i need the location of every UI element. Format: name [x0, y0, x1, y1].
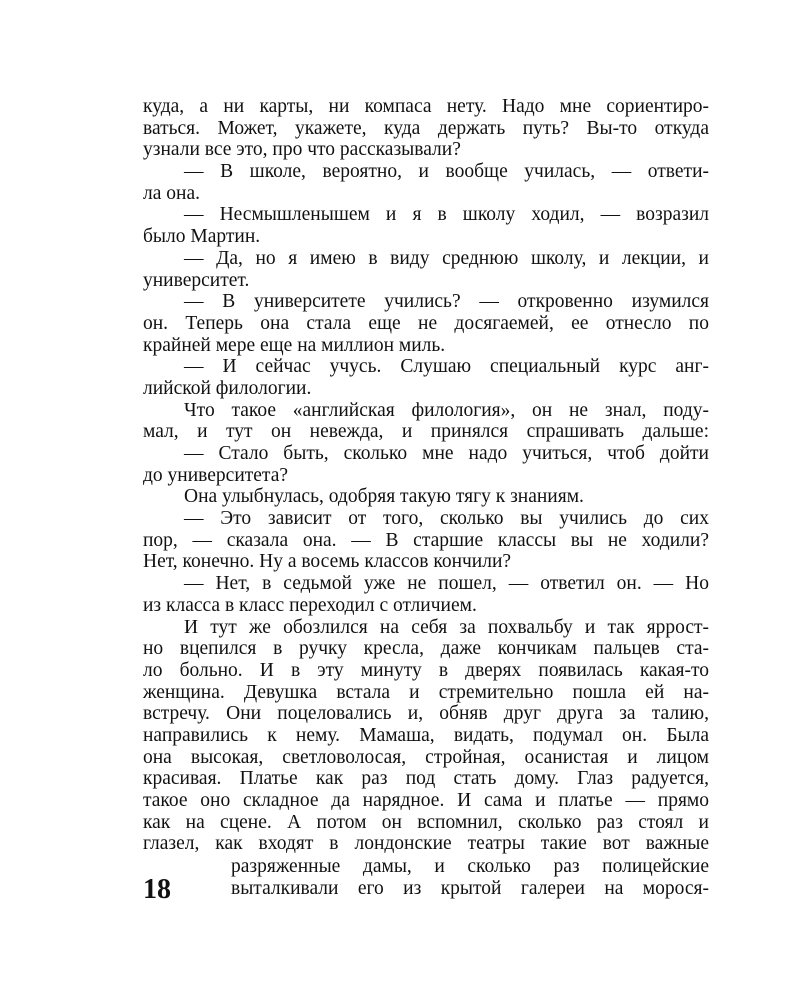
text-line: Нет, конечно. Ну а восемь классов кончили?	[143, 551, 512, 573]
text-line: глазел, как входят в лондонские театры такие вот важные	[143, 833, 709, 855]
text-line: такое оно складное да нарядное. И сама и платье — прямо	[143, 790, 709, 811]
text-line: — Нет, в седьмой уже не пошел, — ответил он. — Но	[184, 573, 709, 595]
text-line: крайней мере еще на миллион миль.	[143, 334, 446, 356]
text-line: Она улыбнулась, одобряя такую тягу к знаниям.	[184, 486, 584, 508]
text-line: она высокая, светловолосая, стройная, осанистая и лицом	[143, 746, 709, 768]
text-line: женщина. Девушка встала и стремительно пошла ей на-	[143, 681, 709, 703]
body-text	[143, 96, 709, 855]
page-number: 18	[143, 874, 171, 905]
text-line: но вцепился в ручку кресла, даже кончикам пальцев ста-	[143, 638, 709, 660]
text-line: — Несмышленышем и я в школу ходил, — возразил	[184, 204, 709, 226]
body-text-continuation	[231, 856, 709, 899]
text-line: — В школе, вероятно, и вообще училась, — ответи-	[184, 161, 709, 183]
text-line: встречу. Они поцеловались и, обняв друг друга за талию,	[143, 703, 709, 725]
text-line: он. Теперь она стала еще не досягаемей, ее отнесло по	[143, 312, 709, 334]
text-line: Что такое «английская филология», он не знал, поду-	[184, 399, 709, 421]
text-line: — Да, но я имею в виду среднюю школу, и лекции, и	[184, 247, 709, 269]
text-line: — Стало быть, сколько мне надо учиться, чтоб дойти	[184, 443, 709, 464]
text-line: И тут же обозлился на себя за похвальбу и так яррост-	[184, 616, 709, 638]
text-line: пор, — сказала она. — В старшие классы вы не ходили?	[143, 529, 709, 551]
text-line: ло больно. И в эту минуту в дверях появилась какая-то	[143, 659, 709, 681]
text-line: ваться. Может, укажете, куда держать путь? Вы-то откуда	[143, 117, 709, 139]
text-line: — И сейчас учусь. Слушаю специальный курс анг-	[184, 356, 709, 378]
text-line: направились к нему. Мамаша, видать, подумал он. Была	[143, 724, 709, 746]
text-line: выталкивали его из крытой галереи на морося-	[231, 877, 709, 899]
text-line: — Это зависит от того, сколько вы учились до сих	[184, 508, 709, 530]
text-line: университет.	[143, 269, 250, 291]
text-line: разряженные дамы, и сколько раз полицейские	[231, 856, 709, 877]
text-line: было Мартин.	[143, 226, 261, 248]
text-line: — В университете учились? — откровенно изумился	[184, 291, 709, 313]
text-line: как на сцене. А потом он вспомнил, сколько раз стоял и	[143, 811, 709, 833]
text-line: красивая. Платье как раз под стать дому. Глаз радуется,	[143, 768, 709, 790]
text-line: из класса в класс переходил с отличием.	[143, 594, 477, 616]
text-line: узнали все это, про что рассказывали?	[143, 139, 461, 161]
text-line: до университета?	[143, 464, 289, 486]
text-line: мал, и тут он невежда, и принялся спрашивать дальше:	[143, 421, 709, 443]
text-line: лийской филологии.	[143, 377, 312, 399]
text-line: куда, а ни карты, ни компаса нету. Надо мне сориентиро-	[143, 96, 709, 117]
text-line: ла она.	[143, 182, 200, 204]
